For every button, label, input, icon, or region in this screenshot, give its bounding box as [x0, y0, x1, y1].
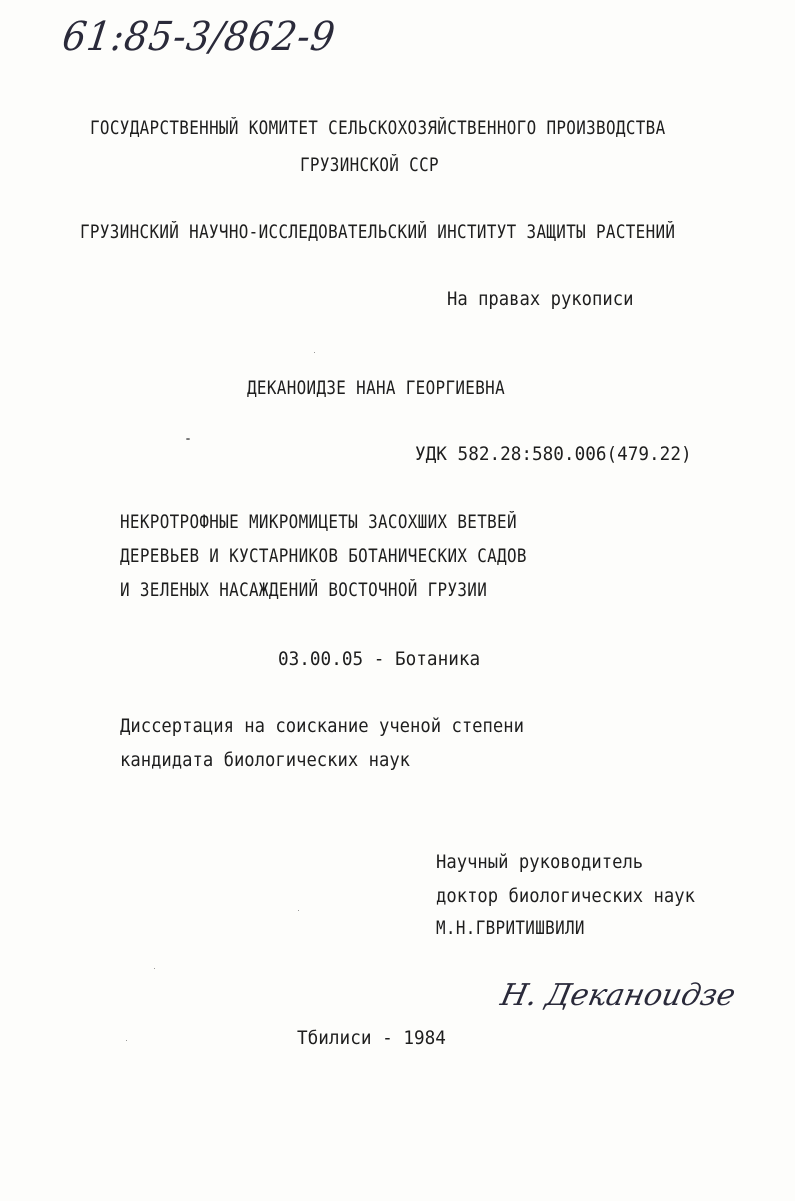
- supervisor-name: М.Н.ГВРИТИШВИЛИ: [436, 918, 585, 939]
- title-line-3: И ЗЕЛЕНЫХ НАСАЖДЕНИЙ ВОСТОЧНОЙ ГРУЗИИ: [120, 580, 488, 601]
- specialty: 03.00.05 - Ботаника: [278, 648, 481, 670]
- manuscript-note: На правах рукописи: [447, 289, 634, 310]
- udc-code: УДК 582.28:580.006(479.22): [415, 443, 692, 465]
- dissertation-line-2: кандидата биологических наук: [120, 750, 411, 771]
- title-line-2: ДЕРЕВЬЕВ И КУСТАРНИКОВ БОТАНИЧЕСКИХ САДОВ: [120, 546, 527, 567]
- dissertation-line-1: Диссертация на соискание ученой степени: [120, 716, 524, 737]
- archive-code: 61:85-3/862-9: [59, 14, 339, 60]
- supervisor-label: Научный руководитель: [436, 852, 644, 873]
- scan-speck: [126, 1040, 127, 1041]
- signature: Н. Деканоидзе: [497, 978, 739, 1013]
- scan-speck: [298, 910, 299, 911]
- scan-speck: [186, 438, 190, 440]
- committee-line-2: ГРУЗИНСКОЙ ССР: [300, 155, 439, 176]
- title-line-1: НЕКРОТРОФНЫЕ МИКРОМИЦЕТЫ ЗАСОХШИХ ВЕТВЕЙ: [120, 512, 517, 533]
- place-year: Тбилиси - 1984: [297, 1027, 446, 1049]
- scan-speck: [154, 968, 155, 969]
- committee-line-1: ГОСУДАРСТВЕННЫЙ КОМИТЕТ СЕЛЬСКОХОЗЯЙСТВЕННОГО ПРОИЗВОДСТВА: [90, 118, 666, 139]
- scan-speck: [314, 352, 315, 353]
- author-name: ДЕКАНОИДЗЕ НАНА ГЕОРГИЕВНА: [247, 378, 505, 399]
- supervisor-degree: доктор биологических наук: [436, 886, 695, 907]
- institute-name: ГРУЗИНСКИЙ НАУЧНО-ИССЛЕДОВАТЕЛЬСКИЙ ИНСТИТУТ ЗАЩИТЫ РАСТЕНИЙ: [80, 222, 676, 243]
